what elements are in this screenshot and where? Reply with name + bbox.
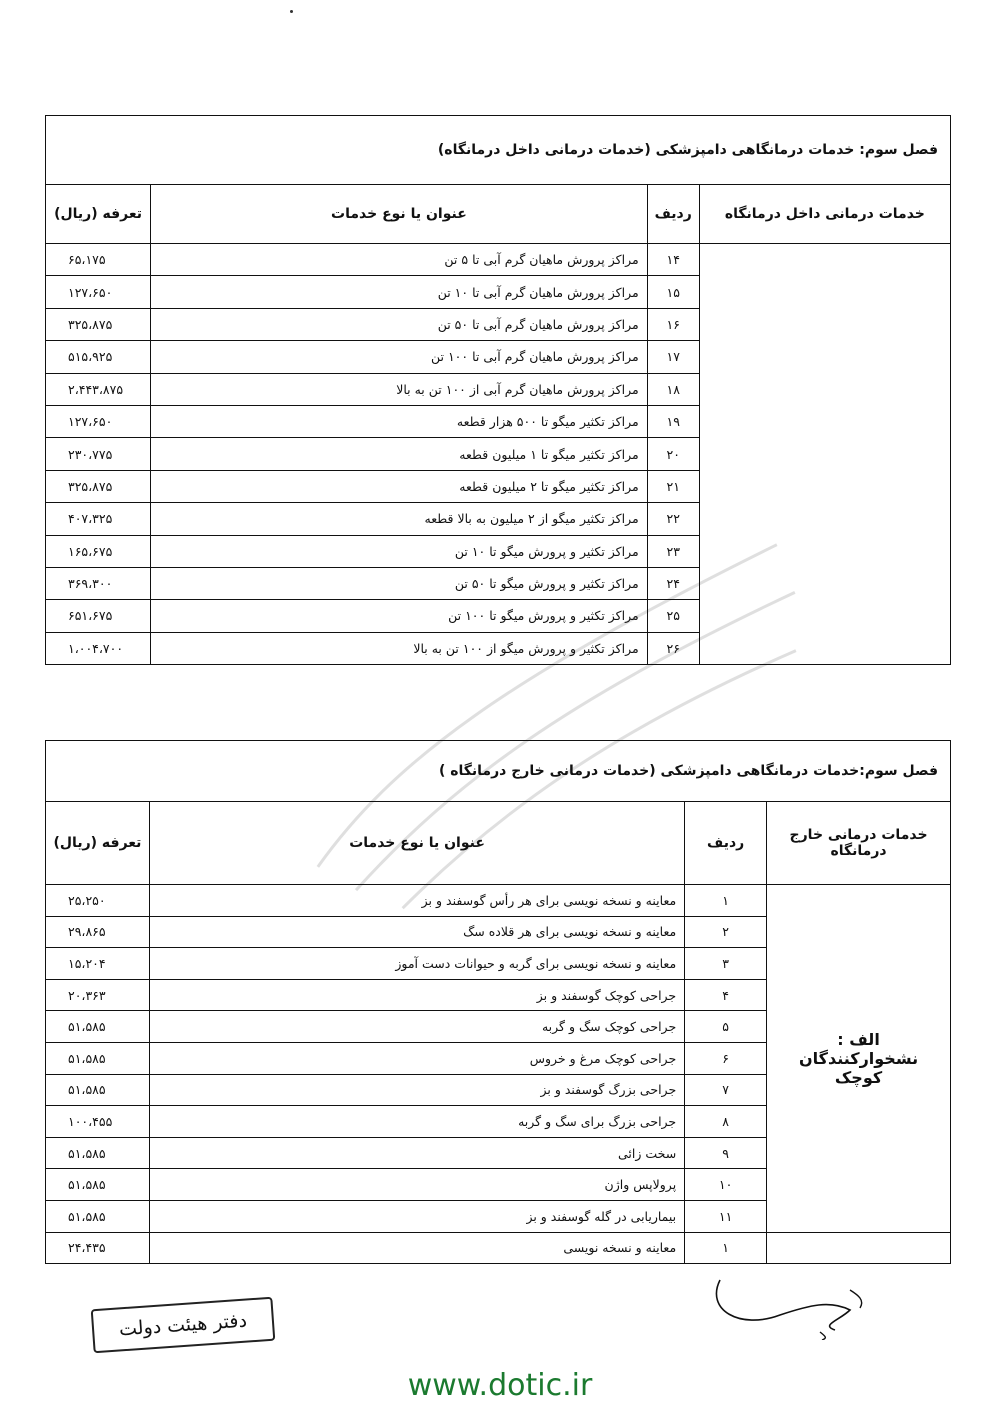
row-number: ۶ [685,1042,767,1074]
service-title: مراکز تکثیر و پرورش میگو تا ۱۰ تن [151,535,648,567]
ink-dot [290,10,293,13]
fee-value: ۳۲۵،۸۷۵ [46,308,151,340]
row-number: ۱۸ [647,373,699,405]
fee-value: ۶۵،۱۷۵ [46,244,151,276]
row-number: ۱۶ [647,308,699,340]
row-number: ۳ [685,948,767,980]
inside-clinic-table [45,115,951,665]
row-number: ۲۴ [647,567,699,599]
category-cell-empty [767,1232,951,1264]
row-number: ۲۵ [647,600,699,632]
service-title: جراحی بزرگ گوسفند و بز [149,1074,684,1106]
fee-value: ۳۶۹،۳۰۰ [46,567,151,599]
service-title: پرولاپس واژن [149,1169,684,1201]
service-title: جراحی کوچک گوسفند و بز [149,979,684,1011]
row-number: ۵ [685,1011,767,1043]
fee-value: ۶۵۱،۶۷۵ [46,600,151,632]
service-title: سخت زائی [149,1137,684,1169]
row-number: ۹ [685,1137,767,1169]
service-title: معاینه و نسخه نویسی [149,1232,684,1264]
row-number: ۱۴ [647,244,699,276]
fee-value: ۴۰۷،۳۲۵ [46,503,151,535]
category-small-ruminants: الف : نشخوارکنندگان کوچک [767,885,951,1233]
service-title: مراکز تکثیر میگو تا ۵۰۰ هزار قطعه [151,405,648,437]
row-number: ۱۷ [647,341,699,373]
service-title: مراکز پرورش ماهیان گرم آبی تا ۵۰ تن [151,308,648,340]
row-number: ۷ [685,1074,767,1106]
service-title: مراکز تکثیر میگو تا ۲ میلیون قطعه [151,470,648,502]
table-row [46,244,951,276]
fee-value: ۱۰۰،۴۵۵ [46,1106,150,1138]
fee-value: ۲۵،۲۵۰ [46,885,150,917]
service-title: مراکز پرورش ماهیان گرم آبی تا ۵ تن [151,244,648,276]
table2-category-header: خدمات درمانی خارج درمانگاه [767,802,951,885]
service-title: مراکز تکثیر و پرورش میگو تا ۱۰۰ تن [151,600,648,632]
service-title: بیماریابی در گله گوسفند و بز [149,1200,684,1232]
fee-value: ۲۳۰،۷۷۵ [46,438,151,470]
fee-value: ۵۱،۵۸۵ [46,1074,150,1106]
fee-value: ۵۱،۵۸۵ [46,1137,150,1169]
row-number: ۴ [685,979,767,1011]
row-number: ۲۶ [647,632,699,664]
service-title: جراحی کوچک سگ و گربه [149,1011,684,1043]
service-title: جراحی بزرگ برای سگ و گربه [149,1106,684,1138]
table2-service-header: عنوان یا نوع خدمات [149,802,684,885]
row-number: ۱۹ [647,405,699,437]
service-title: مراکز تکثیر و پرورش میگو تا ۵۰ تن [151,567,648,599]
fee-value: ۱،۰۰۴،۷۰۰ [46,632,151,664]
table-row [46,1232,951,1264]
row-number: ۸ [685,1106,767,1138]
service-title: مراکز تکثیر و پرورش میگو از ۱۰۰ تن به بالا [151,632,648,664]
table1-title: فصل سوم: خدمات درمانگاهی دامپزشکی (خدمات درمانی داخل درمانگاه) [46,116,951,185]
fee-value: ۵۱،۵۸۵ [46,1011,150,1043]
fee-value: ۱۵،۲۰۴ [46,948,150,980]
service-title: مراکز پرورش ماهیان گرم آبی تا ۱۰۰ تن [151,341,648,373]
signature [700,1270,880,1340]
service-title: معاینه و نسخه نویسی برای گربه و حیوانات دست آموز [149,948,684,980]
fee-value: ۵۱،۵۸۵ [46,1200,150,1232]
table2-fee-header: تعرفه (ریال) [46,802,150,885]
fee-value: ۵۱،۵۸۵ [46,1169,150,1201]
table1-service-header: عنوان یا نوع خدمات [151,185,648,244]
outside-clinic-table [45,740,951,1264]
row-number: ۱۰ [685,1169,767,1201]
row-number: ۲۳ [647,535,699,567]
table2-row-header: ردیف [685,802,767,885]
fee-value: ۲۹،۸۶۵ [46,916,150,948]
fee-value: ۵۱۵،۹۲۵ [46,341,151,373]
fee-value: ۱۶۵،۶۷۵ [46,535,151,567]
government-office-stamp: دفتر هیئت دولت [91,1297,276,1354]
fee-value: ۲۴،۴۳۵ [46,1232,150,1264]
table1-category-cell [699,244,950,665]
service-title: مراکز تکثیر میگو تا ۱ میلیون قطعه [151,438,648,470]
row-number: ۲۱ [647,470,699,502]
fee-value: ۳۲۵،۸۷۵ [46,470,151,502]
fee-value: ۱۲۷،۶۵۰ [46,276,151,308]
service-title: معاینه و نسخه نویسی برای هر رأس گوسفند و بز [149,885,684,917]
table1-category-header: خدمات درمانی داخل درمانگاه [699,185,950,244]
fee-value: ۲۰،۳۶۳ [46,979,150,1011]
fee-value: ۲،۴۴۳،۸۷۵ [46,373,151,405]
row-number: ۱ [685,885,767,917]
site-url[interactable]: www.dotic.ir [407,1368,593,1403]
service-title: مراکز پرورش ماهیان گرم آبی تا ۱۰ تن [151,276,648,308]
table2-title: فصل سوم:خدمات درمانگاهی دامپزشکی (خدمات درمانی خارج درمانگاه ) [46,741,951,802]
row-number: ۲ [685,916,767,948]
row-number: ۲۰ [647,438,699,470]
table-row [46,885,951,917]
row-number: ۱۵ [647,276,699,308]
row-number: ۱ [685,1232,767,1264]
table1-fee-header: تعرفه (ریال) [46,185,151,244]
table1-row-header: ردیف [647,185,699,244]
row-number: ۲۲ [647,503,699,535]
fee-value: ۵۱،۵۸۵ [46,1042,150,1074]
service-title: مراکز پرورش ماهیان گرم آبی از ۱۰۰ تن به بالا [151,373,648,405]
row-number: ۱۱ [685,1200,767,1232]
service-title: جراحی کوچک مرغ و خروس [149,1042,684,1074]
service-title: مراکز تکثیر میگو از ۲ میلیون به بالا قطعه [151,503,648,535]
fee-value: ۱۲۷،۶۵۰ [46,405,151,437]
service-title: معاینه و نسخه نویسی برای هر قلاده سگ [149,916,684,948]
